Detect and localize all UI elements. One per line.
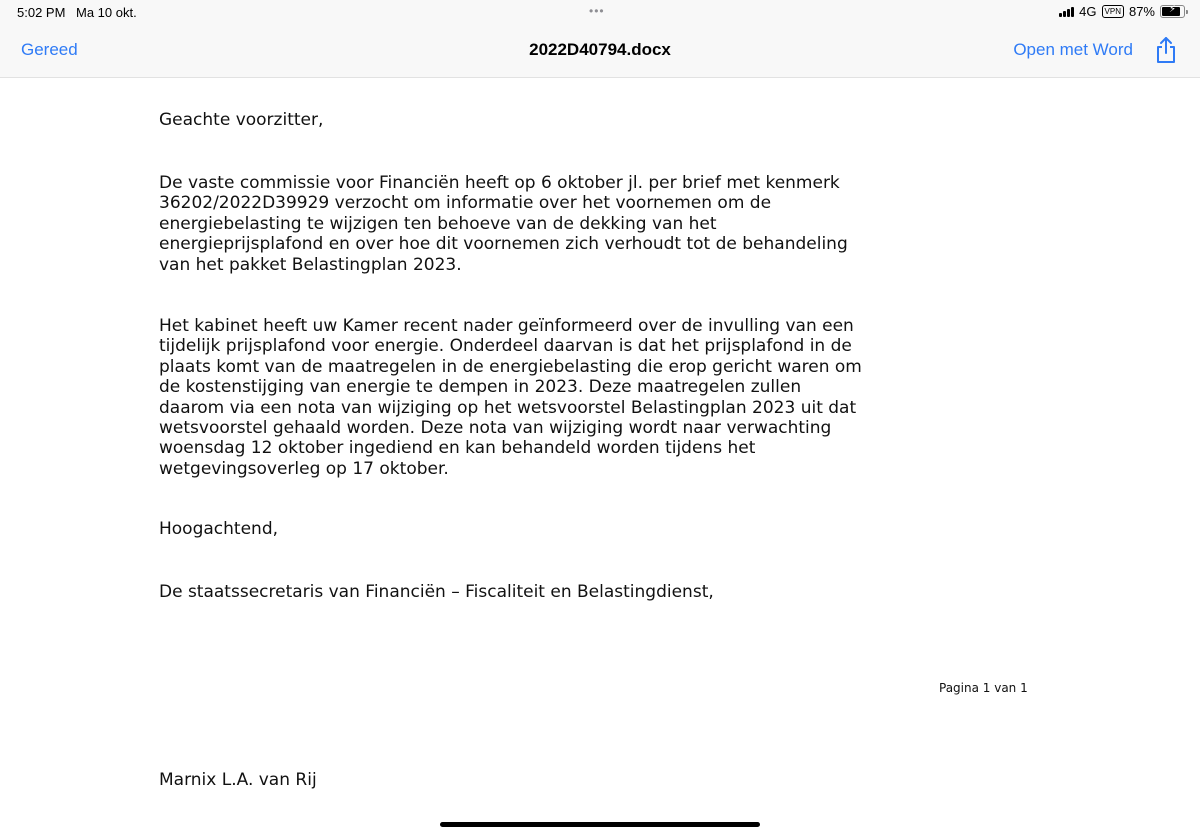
paragraph-line: Het kabinet heeft uw Kamer recent nader geïnformeerd over de invulling van een: [159, 316, 854, 336]
paragraph-line: woensdag 12 oktober ingediend en kan behandeld worden tijdens het: [159, 438, 756, 459]
navigation-bar: [0, 24, 1200, 78]
status-bar: [0, 0, 1200, 24]
salutation: Geachte voorzitter,: [159, 110, 324, 130]
battery-icon: [1160, 5, 1185, 18]
battery-percentage: 87%: [1128, 4, 1155, 19]
closing: Hoogachtend,: [159, 519, 279, 539]
sender-title: De staatssecretaris van Financiën – Fiscaliteit en Belastingdienst,: [159, 582, 714, 602]
document-viewer[interactable]: [0, 78, 1200, 834]
paragraph-1: [159, 173, 848, 275]
paragraph-2: [159, 316, 862, 479]
charging-bolt-icon: ⚡: [1168, 4, 1177, 15]
paragraph-line: wetgevingsoverleg op 17 oktober.: [159, 458, 449, 479]
cellular-signal-icon: [1059, 6, 1074, 17]
status-time: 5:02 PM: [17, 5, 66, 20]
paragraph-line: wetsvoorstel gehaald worden. Deze nota van wijziging wordt naar verwachting: [159, 418, 832, 439]
paragraph-line: tijdelijk prijsplafond voor energie. Onderdeel daarvan is dat het prijsplafond in de: [159, 336, 852, 357]
paragraph-line: plaats komt van de maatregelen in de energiebelasting die erop gericht waren om: [159, 356, 862, 377]
paragraph-line: energiebelasting te wijzigen ten behoeve van de dekking van het: [159, 213, 717, 234]
paragraph-line: De vaste commissie voor Financiën heeft op 6 oktober jl. per brief met kenmerk: [159, 173, 840, 193]
network-type: 4G: [1079, 4, 1097, 19]
open-in-word-button[interactable]: Open met Word: [1013, 40, 1133, 59]
paragraph-line: daarom via een nota van wijziging op het wetsvoorstel Belastingplan 2023 uit dat: [159, 397, 857, 418]
document-title: 2022D40794.docx: [529, 40, 671, 59]
multitasking-dots-icon[interactable]: •••: [589, 4, 605, 18]
home-indicator[interactable]: [440, 822, 760, 827]
paragraph-line: energieprijsplafond en over hoe dit voornemen zich verhoudt tot de behandeling: [159, 234, 848, 255]
share-icon[interactable]: [1155, 36, 1177, 64]
done-button[interactable]: Gereed: [21, 40, 78, 59]
vpn-badge: VPN: [1102, 5, 1124, 18]
status-indicators: [1059, 4, 1188, 19]
paragraph-line: 36202/2022D39929 verzocht om informatie over het voornemen om de: [159, 193, 772, 214]
battery-tip: [1186, 10, 1188, 14]
status-date: Ma 10 okt.: [76, 5, 137, 20]
paragraph-line: de kostenstijging van energie te dempen in 2023. Deze maatregelen zullen: [159, 377, 802, 398]
paragraph-line: van het pakket Belastingplan 2023.: [159, 254, 462, 275]
signature-name: Marnix L.A. van Rij: [159, 770, 317, 790]
page-number: Pagina 1 van 1: [939, 681, 1028, 695]
